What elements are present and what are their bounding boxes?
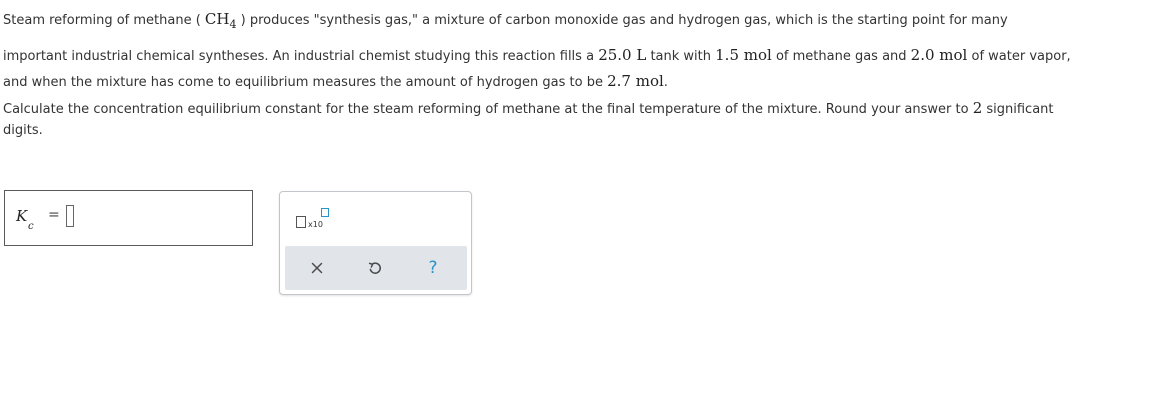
kc-label: K <box>16 207 28 225</box>
action-toolbar <box>285 246 467 290</box>
problem-text: Steam reforming of methane ( <box>3 13 205 28</box>
sig-figs-count: 2 <box>972 99 983 117</box>
question-text-part: significant <box>982 102 1054 117</box>
undo-button[interactable] <box>363 257 387 279</box>
question-line-1 <box>3 98 1149 120</box>
scientific-notation-button[interactable] <box>294 208 334 230</box>
kc-subscript: c <box>28 221 34 232</box>
clear-button[interactable] <box>305 257 329 279</box>
scientific-notation-icon <box>296 216 306 228</box>
x-icon <box>311 262 323 274</box>
exponent-box-icon <box>321 208 329 217</box>
question-mark-icon: ? <box>428 258 438 278</box>
question-line-2: digits. <box>3 123 43 138</box>
problem-text: of methane gas and <box>771 49 911 64</box>
answer-box <box>4 190 253 246</box>
formula-main: CH <box>204 10 230 28</box>
water-amount: 2.0 mol <box>910 46 968 64</box>
problem-text: important industrial chemical syntheses. An industrial chemist studying this reaction fills a <box>3 49 599 64</box>
problem-line-2 <box>3 40 1149 72</box>
problem-statement <box>3 4 1149 92</box>
problem-text: of water vapor, <box>967 49 1071 64</box>
kc-answer-input[interactable] <box>66 205 74 227</box>
problem-text: tank with <box>646 49 716 64</box>
x10-label: x10 <box>308 220 323 229</box>
problem-line-1 <box>3 4 1149 40</box>
problem-text: ) produces "synthesis gas," a mixture of carbon monoxide gas and hydrogen gas, which is the starting point for many <box>236 13 1008 28</box>
math-tool-panel <box>279 191 472 295</box>
methane-amount: 1.5 mol <box>715 46 772 64</box>
undo-icon <box>368 261 382 275</box>
tank-volume: 25.0 L <box>598 46 647 64</box>
formula-subscript: 4 <box>229 18 237 31</box>
question-text-part: Calculate the concentration equilibrium constant for the steam reforming of methane at the final temperature of the mixture. Round your answer to <box>3 102 973 117</box>
question-text <box>3 98 1149 141</box>
problem-text: and when the mixture has come to equilibrium measures the amount of hydrogen gas to be <box>3 75 608 90</box>
problem-text: . <box>663 75 668 90</box>
problem-line-3 <box>3 72 1149 92</box>
hydrogen-amount: 2.7 mol <box>607 72 664 90</box>
help-button[interactable] <box>421 257 445 279</box>
methane-formula <box>204 10 237 31</box>
equals-sign: = <box>48 207 60 223</box>
